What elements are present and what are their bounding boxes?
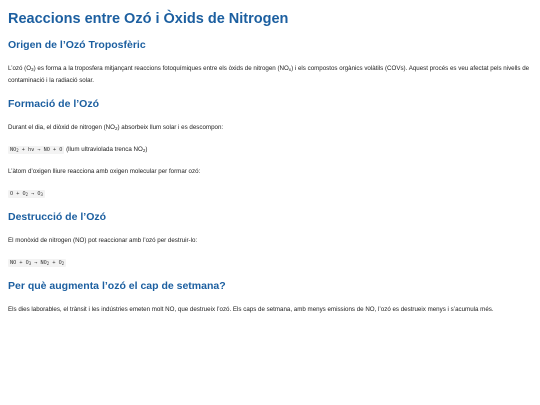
subscript: x: [288, 67, 292, 73]
formation-equation-line: [8, 144, 532, 156]
oxygen-paragraph: L’àtom d’oxigen lliure reacciona amb oxigen molecular per formar ozó:: [8, 168, 201, 175]
text: ) es forma a la troposfera mitjançant reaccions fotoquímiques entre els òxids de nitrogen (NO: [33, 65, 289, 72]
text: ) absorbeix llum solar i es descompon:: [117, 124, 224, 131]
destruction-paragraph: El monòxid de nitrogen (NO) pot reaccionar amb l’ozó per destruir-lo:: [8, 237, 198, 244]
photolysis-equation: [8, 146, 64, 154]
section-origin: [8, 38, 532, 87]
subscript: 3: [40, 192, 43, 198]
text: (llum ultraviolada trenca NO: [64, 146, 143, 153]
text: NO: [10, 147, 17, 153]
text: L’ozó (O: [8, 65, 32, 72]
page-title: Reaccions entre Ozó i Òxids de Nitrogen: [8, 11, 289, 27]
section-heading-weekend: Per què augmenta l’ozó el cap de setmana?: [8, 280, 226, 292]
text: Durant el dia, el diòxid de nitrogen (NO: [8, 124, 115, 131]
destruction-equation-line: [8, 257, 532, 269]
titration-equation: [8, 259, 66, 267]
subscript: 2: [16, 148, 19, 154]
text: NO + O: [10, 260, 29, 266]
text: ) i els compostos orgànics volàtils (COVs). Aquest procés es veu afectat pels nivells de contaminació i la radiació solar.: [8, 65, 530, 84]
section-destruction: [8, 210, 532, 269]
subscript: 2: [46, 261, 50, 267]
subscript: 3: [31, 67, 34, 73]
ozone-formation-equation: [8, 190, 45, 198]
text: + O: [49, 260, 62, 266]
weekend-paragraph: Els dies laborables, el trànsit i les indústries emeten molt NO, que destrueix l’ozó. Els caps de setmana, amb menys emissions de NO, l’ozó es destrueix menys i s’acumula més.: [8, 306, 494, 313]
origin-paragraph: [8, 63, 532, 87]
text: → O: [28, 191, 41, 197]
subscript: 2: [25, 192, 29, 198]
section-weekend: [8, 279, 532, 316]
section-heading-origin: Origen de l’Ozó Troposfèric: [8, 39, 146, 51]
text: ): [145, 146, 148, 153]
subscript: 3: [28, 261, 32, 267]
text: → NO: [31, 260, 47, 266]
formation-paragraph: [8, 122, 532, 134]
section-heading-destruction: Destrucció de l’Ozó: [8, 211, 107, 223]
section-heading-formation: Formació de l’Ozó: [8, 98, 100, 110]
section-formation: [8, 97, 532, 200]
subscript: 2: [142, 148, 146, 154]
subscript: 2: [61, 261, 65, 267]
subscript: 2: [114, 126, 118, 132]
ozone-formation-equation-line: [8, 188, 532, 200]
text: O + O: [10, 191, 26, 197]
text: + hν → NO + O: [18, 147, 63, 153]
